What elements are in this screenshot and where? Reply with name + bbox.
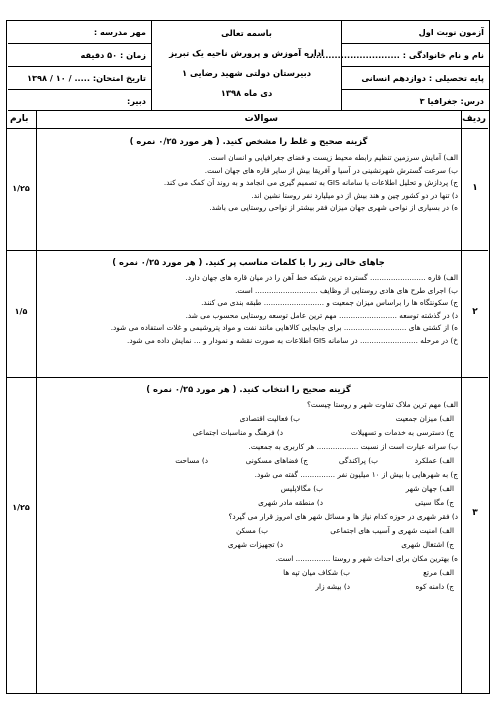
q3-a-option-2: ب) فعالیت اقتصادی — [239, 414, 300, 423]
q3-d-option-1: الف) امنیت شهری و آسیب های اجتماعی — [330, 526, 454, 535]
question-2-body — [39, 251, 458, 377]
teacher-field: دبیر: — [127, 96, 146, 106]
school-seal: مهر مدرسه : — [8, 21, 151, 44]
questions-column-header: سوالات — [244, 114, 278, 124]
q3-item-e-options-row1 — [39, 566, 458, 580]
exam-date: تاریخ امتحان: ..... / ۱۰ / ۱۳۹۸ — [8, 67, 151, 90]
score-column-header: بارم — [10, 114, 29, 124]
question-2-number: ۲ — [472, 307, 478, 317]
question-3-body — [39, 378, 458, 692]
q3-item-a-options-row1 — [39, 412, 458, 426]
q2-item-d: د) در گذشته توسعه ......................... مهم ترین عامل توسعه روستایی محسوب می شد. — [185, 310, 458, 320]
question-2 — [7, 251, 488, 378]
q3-d-option-4: د) تجهیزات شهری — [227, 540, 283, 549]
question-1-body — [39, 128, 458, 250]
q3-c-option-2: ب) مگالاپلیس — [280, 484, 323, 493]
q3-item-c-options-row1 — [39, 482, 458, 496]
student-name-field: نام و نام خانوادگی : .............................. — [342, 44, 489, 67]
q1-item-c: ج) پردازش و تحلیل اطلاعات با سامانه GIS به تصمیم گیری می انجامد و به روند آن کمک می کند. — [163, 178, 458, 187]
question-1-number: ۱ — [472, 183, 478, 193]
exam-title: آزمون نوبت اول — [342, 21, 489, 44]
question-1-title: گزینه صحیح و غلط را مشخص کنید. ( هر مورد ۰/۲۵ نمره ) — [129, 136, 368, 146]
question-3-number: ۳ — [472, 508, 478, 518]
q3-item-d-stem: د) فقر شهری در حوزه کدام نیاز ها و مسائل شهر های امروز قرار می گیرد؟ — [228, 512, 458, 521]
q3-item-c-options-row2 — [39, 496, 458, 510]
bismillah: باسمه تعالی — [221, 28, 272, 38]
q1-item-d: د) تنها در دو کشور چین و هند بیش از دو میلیارد نفر روستا نشین اند. — [251, 190, 458, 200]
row-column-header: ردیف — [462, 114, 486, 124]
q3-e-option-4: د) بیشه زار — [315, 582, 350, 591]
q3-a-option-1: الف) میزان جمعیت — [395, 414, 454, 423]
q3-item-b-options — [39, 454, 458, 468]
q3-e-option-3: ج) دامنه کوه — [415, 582, 454, 591]
exam-duration: زمان : ۵۰ دقیقه — [8, 44, 151, 67]
q3-b-option-4: د) مساحت — [175, 456, 208, 465]
q3-c-option-1: الف) جهان شهر — [405, 484, 454, 493]
q3-b-option-1: الف) عملکرد — [414, 456, 454, 465]
q2-item-c: ج) سکونتگاه ها را براساس میزان جمعیت و .......................... طبقه بندی می کنند. — [201, 298, 458, 307]
q3-item-d-options-row1 — [39, 524, 458, 538]
q3-d-option-2: ب) مسکن — [235, 526, 268, 535]
q3-item-e-options-row2 — [39, 580, 458, 594]
header-exam-details — [8, 21, 151, 111]
q3-d-option-3: ج) اشتغال شهری — [401, 540, 454, 549]
q3-item-a-stem: الف) مهم ترین ملاک تفاوت شهر و روستا چیست؟ — [307, 400, 458, 409]
exam-month: دی ماه ۱۳۹۸ — [220, 88, 273, 98]
question-3 — [7, 378, 488, 692]
question-3-score: ۱/۲۵ — [12, 503, 30, 512]
q2-item-f: خ) در مرحله ......................... در سامانه GIS اطلاعات به صورت نقشه و نمودار و ... نمایش داده می شود. — [127, 335, 458, 345]
grade-label: پایه تحصیلی : دوازدهم انسانی — [342, 67, 489, 90]
q3-b-option-3: ج) فضاهای مسکونی — [245, 456, 308, 465]
header-school-info — [151, 21, 341, 111]
column-headers — [7, 111, 488, 129]
q3-c-option-3: ج) مگا سیتی — [415, 498, 454, 507]
q2-item-e: ه) از کشتی های ........................... برای جابجایی کالاهایی مانند نفت و مواد پتروشیمی و غلات استفاده می شود. — [110, 323, 458, 332]
q2-item-a: الف) قاره ........................ گسترده ترین شبکه خط آهن را در میان قاره های جهان دارد. — [185, 273, 458, 282]
q3-item-b-stem: ب) سرانه عبارت است از نسبت .................. هر کاربری به جمعیت. — [248, 442, 458, 451]
question-3-title: گزینه صحیح را انتخاب کنید. ( هر مورد ۰/۲۵ نمره ) — [146, 384, 351, 394]
q3-item-c-stem: ج) به شهرهایی با بیش از ۱۰ میلیون نفر ............... گفته می شود. — [254, 470, 458, 479]
q3-b-option-2: ب) پراکندگی — [338, 456, 378, 465]
q3-item-d-options-row2 — [39, 538, 458, 552]
q3-e-option-1: الف) مرتع — [423, 568, 454, 577]
header-student-info — [306, 21, 489, 111]
q3-e-option-2: ب) شکاف میان تپه ها — [283, 568, 350, 577]
q3-a-option-4: د) فرهنگ و مناسبات اجتماعی — [192, 428, 283, 437]
question-2-title: جاهای خالی زیر را با کلمات مناسب پر کنید. ( هر مورد ۰/۲۵ نمره ) — [112, 257, 385, 267]
q1-item-e: ه) در بسیاری از نواحی شهری جهان میزان فقر بیشتر از نواحی روستایی می باشد. — [209, 203, 458, 212]
exam-frame — [6, 20, 490, 694]
q2-item-b: ب) اجرای طرح های هادی روستایی از وظایف ........................... است. — [235, 285, 458, 295]
q3-item-a-options-row2 — [39, 426, 458, 440]
question-1-score: ۱/۲۵ — [12, 184, 30, 193]
school-name: دبیرستان دولتی شهید رضایی ۱ — [181, 68, 312, 78]
q1-item-b: ب) سرعت گسترش شهرنشینی در آسیا و آفریقا بیش از سایر قاره های جهان است. — [204, 165, 458, 175]
subject-label: درس: جغرافیا ۳ — [419, 96, 484, 106]
question-2-score: ۱/۵ — [14, 307, 28, 316]
q3-a-option-3: ج) دسترسی به خدمات و تسهیلات — [350, 428, 454, 437]
q3-item-e-stem: ه) بهترین مکان برای احداث شهر و روستا ............... است. — [275, 554, 458, 563]
question-1 — [7, 128, 488, 251]
q3-c-option-4: د) منطقه مادر شهری — [258, 498, 323, 507]
q1-item-a: الف) آمایش سرزمین تنظیم رابطه محیط زیست و فضای جغرافیایی و انسان است. — [208, 153, 458, 162]
education-office: اداره آموزش و پرورش ناحیه یک تبریز — [169, 48, 324, 58]
